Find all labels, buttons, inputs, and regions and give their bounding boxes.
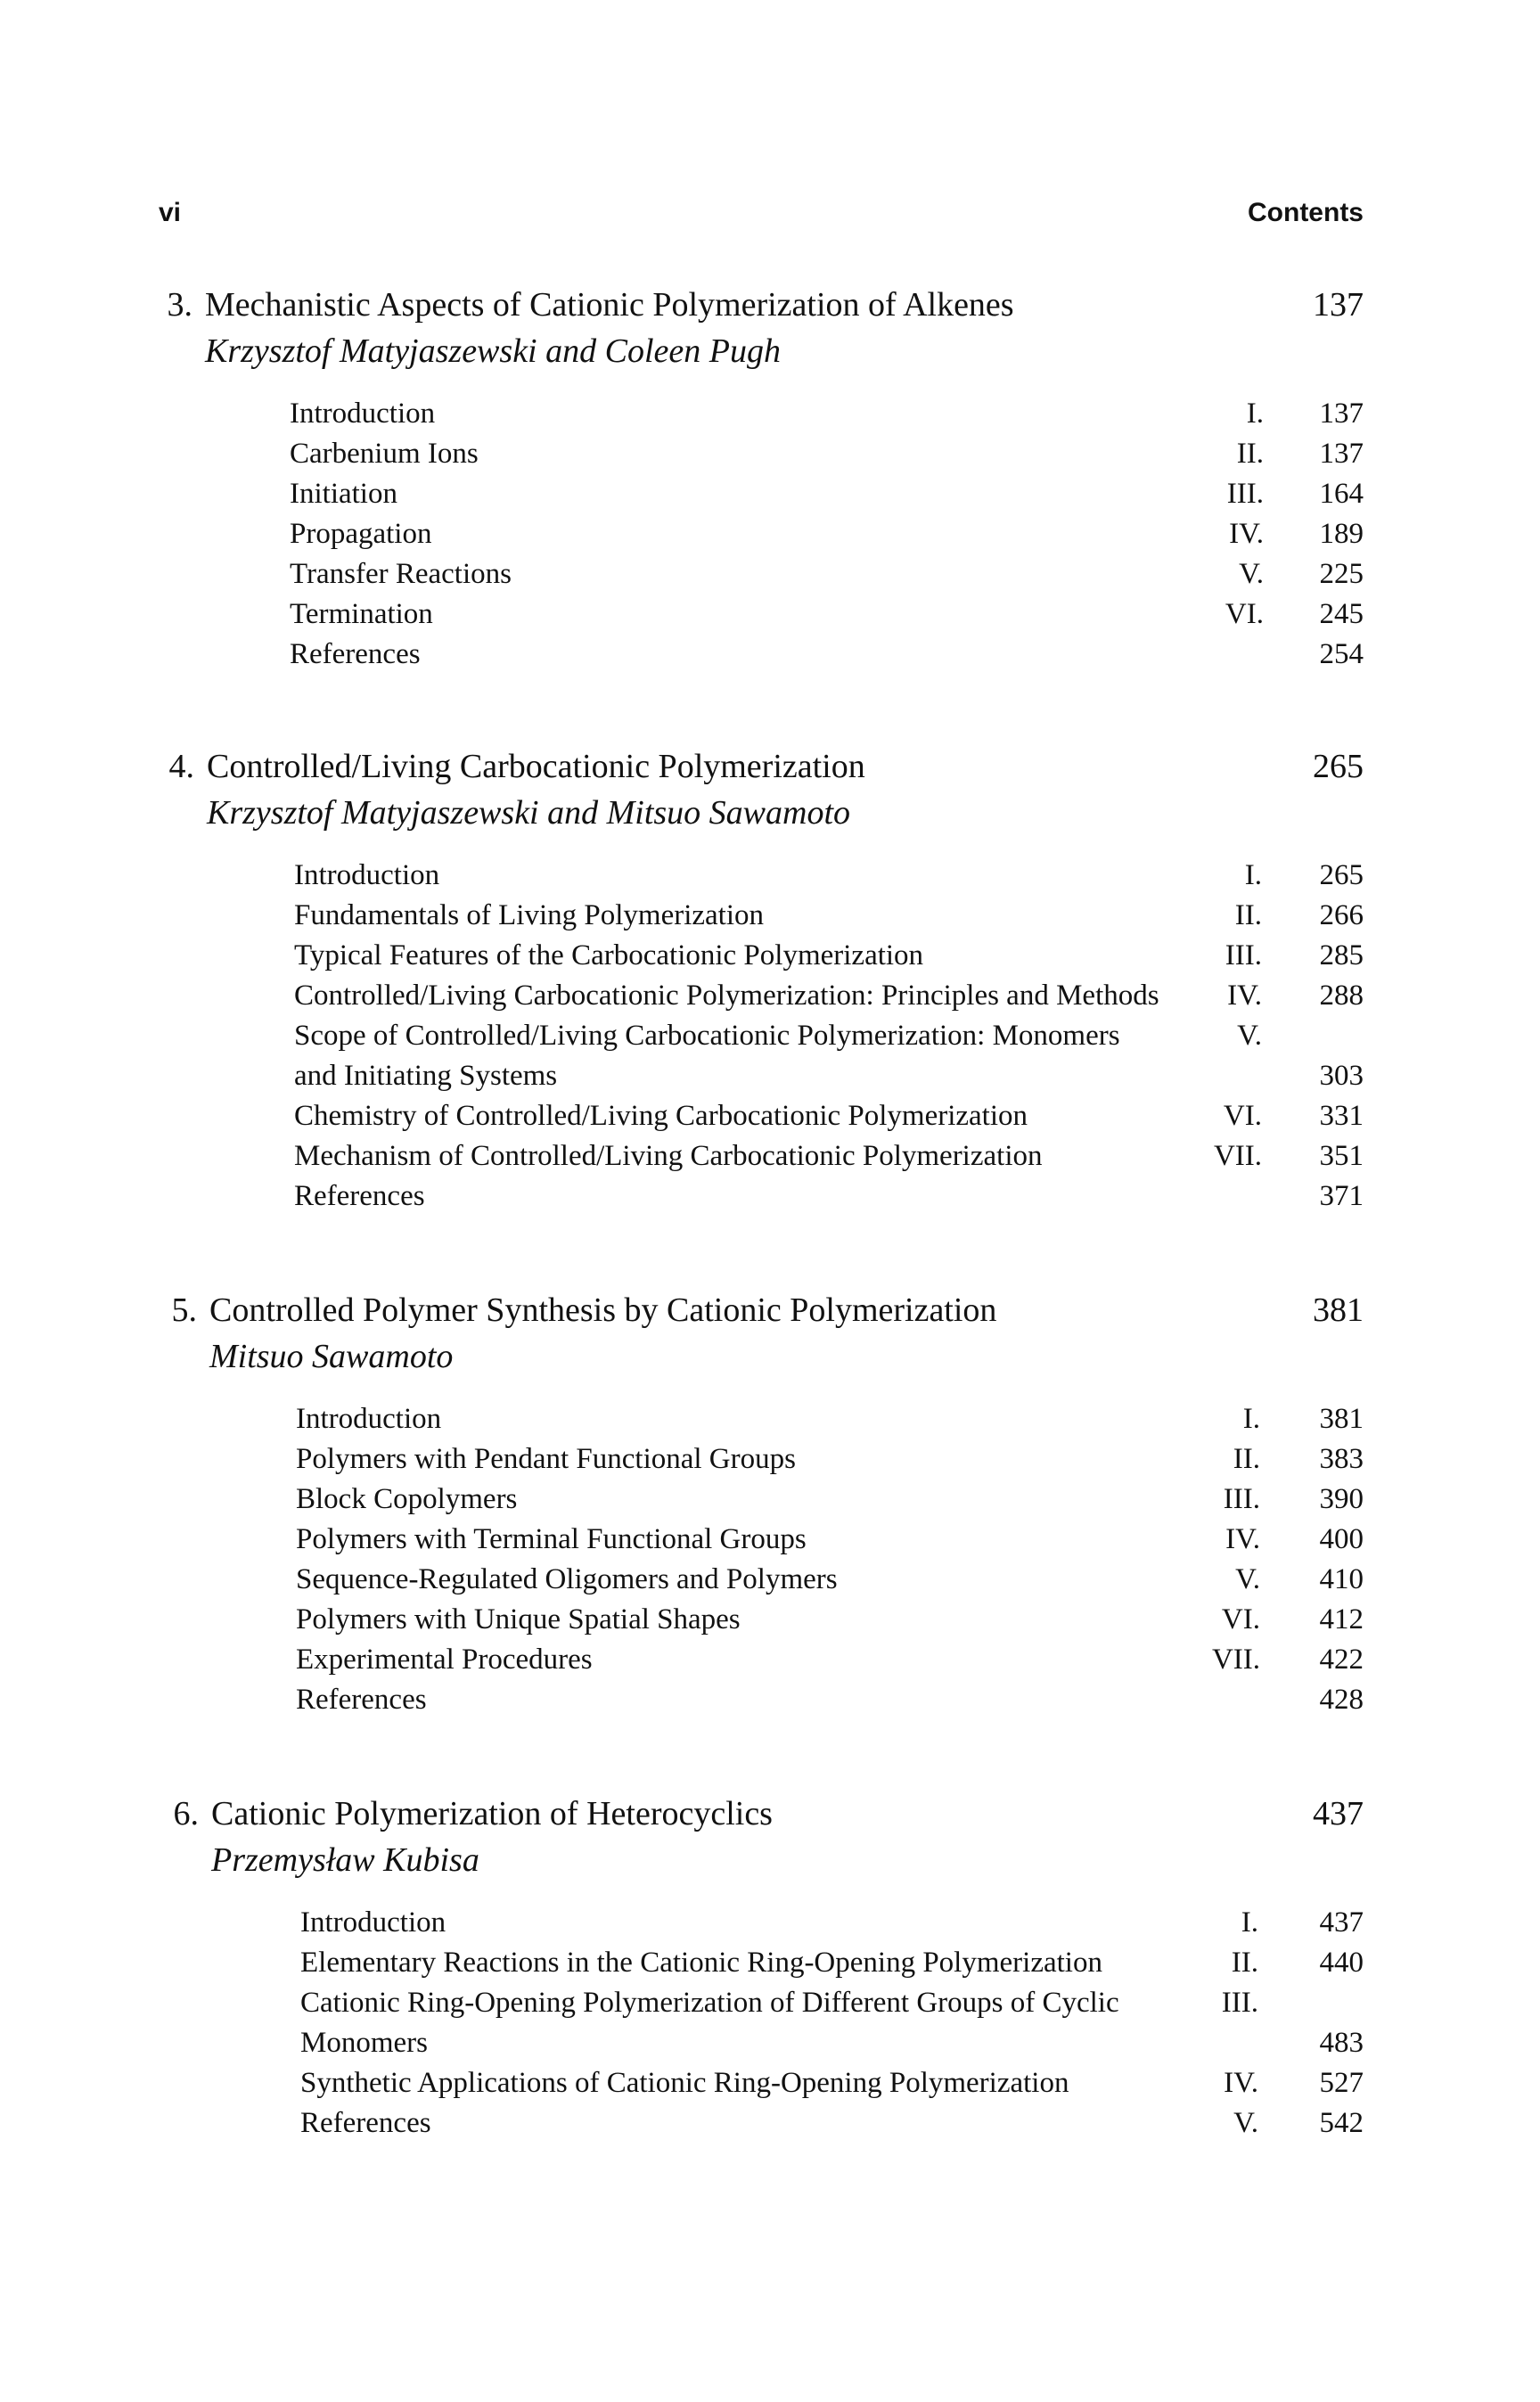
section-page: 383	[1319, 1443, 1364, 1475]
section-title: Termination	[290, 598, 433, 630]
section-page: 266	[1319, 899, 1364, 931]
section-row	[0, 2107, 1540, 2147]
section-page: 303	[1319, 1060, 1364, 1092]
section-title: Mechanism of Controlled/Living Carbocationic Polymerization	[294, 1140, 1043, 1172]
section-row	[0, 1523, 1540, 1563]
section-row	[0, 1483, 1540, 1523]
section-page: 440	[1319, 1947, 1364, 1979]
section-row	[0, 1140, 1540, 1180]
section-title: Sequence-Regulated Oligomers and Polymers	[296, 1563, 838, 1595]
section-page: 542	[1319, 2107, 1364, 2139]
section-title: Experimental Procedures	[296, 1644, 593, 1676]
section-page: 483	[1319, 2027, 1364, 2059]
section-row	[0, 1020, 1540, 1060]
section-row	[0, 899, 1540, 939]
chapter-page: 137	[1313, 286, 1364, 324]
section-page: 422	[1319, 1644, 1364, 1676]
running-title: Contents	[1248, 198, 1364, 227]
section-number: VII.	[1211, 1644, 1260, 1676]
section-page: 137	[1319, 398, 1364, 430]
section-row	[0, 2027, 1540, 2067]
chapter-title: Controlled/Living Carbocationic Polymerization	[207, 748, 865, 785]
section-title: Polymers with Terminal Functional Groups	[296, 1523, 807, 1555]
section-title: Introduction	[300, 1906, 446, 1939]
section-row	[0, 1563, 1540, 1603]
section-page: 189	[1319, 518, 1364, 550]
section-list	[0, 1906, 1540, 2147]
section-row	[0, 1443, 1540, 1483]
section-title: References	[296, 1684, 427, 1716]
section-title: Synthetic Applications of Cationic Ring-Opening Polymerization	[300, 2067, 1069, 2099]
section-row	[0, 859, 1540, 899]
chapter-heading	[0, 285, 1540, 332]
chapter-page: 437	[1313, 1795, 1364, 1832]
section-page: 265	[1319, 859, 1364, 891]
section-number: III.	[1225, 939, 1262, 971]
section-number: V.	[1237, 1020, 1262, 1052]
chapter-authors: Krzysztof Matyjaszewski and Coleen Pugh	[205, 332, 781, 370]
chapter-6	[0, 1794, 1540, 2147]
section-row	[0, 1906, 1540, 1947]
section-row	[0, 939, 1540, 980]
section-title: Fundamentals of Living Polymerization	[294, 899, 765, 931]
section-title: Carbenium Ions	[290, 438, 479, 470]
section-number: II.	[1236, 438, 1264, 470]
section-page: 285	[1319, 939, 1364, 971]
section-title: Typical Features of the Carbocationic Polymerization	[294, 939, 924, 971]
section-row	[0, 558, 1540, 598]
chapter-number: 3.	[167, 286, 192, 324]
section-title: and Initiating Systems	[294, 1060, 558, 1092]
running-head	[0, 198, 1540, 234]
section-number: II.	[1233, 1443, 1260, 1475]
section-title: References	[290, 638, 421, 670]
section-number: IV.	[1227, 980, 1262, 1012]
page-folio: vi	[159, 198, 182, 227]
section-number: VI.	[1221, 1603, 1260, 1635]
chapter-authors: Przemysław Kubisa	[211, 1841, 479, 1879]
section-list	[0, 398, 1540, 678]
section-title: Block Copolymers	[296, 1483, 518, 1515]
section-number: IV.	[1225, 1523, 1260, 1555]
section-row	[0, 1180, 1540, 1220]
section-number: IV.	[1229, 518, 1264, 550]
section-row	[0, 1603, 1540, 1644]
chapter-authors-row	[0, 1337, 1540, 1399]
chapter-number: 4.	[168, 748, 194, 785]
chapter-heading	[0, 1794, 1540, 1840]
section-number: III.	[1221, 1987, 1258, 2019]
section-page: 225	[1319, 558, 1364, 590]
section-row	[0, 1987, 1540, 2027]
section-page: 331	[1319, 1100, 1364, 1132]
section-row	[0, 1060, 1540, 1100]
section-row	[0, 638, 1540, 678]
section-page: 164	[1319, 478, 1364, 510]
chapter-authors-row	[0, 793, 1540, 856]
chapter-page: 381	[1313, 1291, 1364, 1329]
section-title: Polymers with Pendant Functional Groups	[296, 1443, 796, 1475]
section-row	[0, 1644, 1540, 1684]
section-number: I.	[1244, 859, 1262, 891]
section-list	[0, 859, 1540, 1220]
chapter-number: 6.	[173, 1795, 199, 1832]
section-title: Scope of Controlled/Living Carbocationic Polymerization: Monomers	[294, 1020, 1120, 1052]
section-number: II.	[1234, 899, 1262, 931]
section-page: 437	[1319, 1906, 1364, 1939]
chapter-authors: Mitsuo Sawamoto	[209, 1338, 454, 1375]
chapter-title: Controlled Polymer Synthesis by Cationic Polymerization	[209, 1291, 997, 1329]
section-title: Controlled/Living Carbocationic Polymerization: Principles and Methods	[294, 980, 1159, 1012]
section-number: V.	[1233, 2107, 1258, 2139]
section-title: References	[300, 2107, 431, 2139]
section-row	[0, 398, 1540, 438]
section-title: Initiation	[290, 478, 397, 510]
chapter-heading	[0, 747, 1540, 793]
section-page: 254	[1319, 638, 1364, 670]
chapter-authors-row	[0, 332, 1540, 394]
section-page: 400	[1319, 1523, 1364, 1555]
section-title: Introduction	[290, 398, 436, 430]
section-page: 245	[1319, 598, 1364, 630]
section-title: Transfer Reactions	[290, 558, 512, 590]
section-row	[0, 518, 1540, 558]
section-number: I.	[1246, 398, 1264, 430]
section-number: VI.	[1223, 1100, 1262, 1132]
section-title: Cationic Ring-Opening Polymerization of Different Groups of Cyclic	[300, 1987, 1119, 2019]
section-page: 390	[1319, 1483, 1364, 1515]
section-page: 371	[1319, 1180, 1364, 1212]
section-row	[0, 1684, 1540, 1724]
section-page: 381	[1319, 1403, 1364, 1435]
section-row	[0, 2067, 1540, 2107]
chapter-3	[0, 285, 1540, 678]
section-number: V.	[1235, 1563, 1260, 1595]
section-title: Monomers	[300, 2027, 428, 2059]
section-title: References	[294, 1180, 425, 1212]
section-number: IV.	[1224, 2067, 1258, 2099]
chapter-page: 265	[1313, 748, 1364, 785]
section-page: 288	[1319, 980, 1364, 1012]
section-number: VII.	[1213, 1140, 1262, 1172]
chapter-heading	[0, 1291, 1540, 1337]
section-row	[0, 438, 1540, 478]
section-row	[0, 980, 1540, 1020]
section-title: Elementary Reactions in the Cationic Ring-Opening Polymerization	[300, 1947, 1102, 1979]
section-number: VI.	[1225, 598, 1264, 630]
chapter-title: Cationic Polymerization of Heterocyclics	[211, 1795, 773, 1832]
section-number: III.	[1223, 1483, 1260, 1515]
chapter-number: 5.	[171, 1291, 197, 1329]
section-row	[0, 1403, 1540, 1443]
section-number: II.	[1231, 1947, 1258, 1979]
section-row	[0, 478, 1540, 518]
chapter-5	[0, 1291, 1540, 1724]
section-title: Introduction	[294, 859, 440, 891]
section-title: Polymers with Unique Spatial Shapes	[296, 1603, 741, 1635]
section-page: 527	[1319, 2067, 1364, 2099]
section-page: 412	[1319, 1603, 1364, 1635]
section-page: 410	[1319, 1563, 1364, 1595]
section-number: I.	[1242, 1403, 1260, 1435]
section-title: Propagation	[290, 518, 432, 550]
section-page: 137	[1319, 438, 1364, 470]
section-row	[0, 1947, 1540, 1987]
section-row	[0, 598, 1540, 638]
chapter-4	[0, 747, 1540, 1220]
section-page: 351	[1319, 1140, 1364, 1172]
section-number: III.	[1226, 478, 1264, 510]
section-number: I.	[1241, 1906, 1258, 1939]
section-row	[0, 1100, 1540, 1140]
section-title: Introduction	[296, 1403, 442, 1435]
chapter-authors-row	[0, 1840, 1540, 1903]
section-page: 428	[1319, 1684, 1364, 1716]
chapter-title: Mechanistic Aspects of Cationic Polymerization of Alkenes	[205, 286, 1014, 324]
section-title: Chemistry of Controlled/Living Carbocationic Polymerization	[294, 1100, 1028, 1132]
section-list	[0, 1403, 1540, 1724]
chapter-authors: Krzysztof Matyjaszewski and Mitsuo Sawamoto	[207, 794, 851, 832]
section-number: V.	[1239, 558, 1264, 590]
